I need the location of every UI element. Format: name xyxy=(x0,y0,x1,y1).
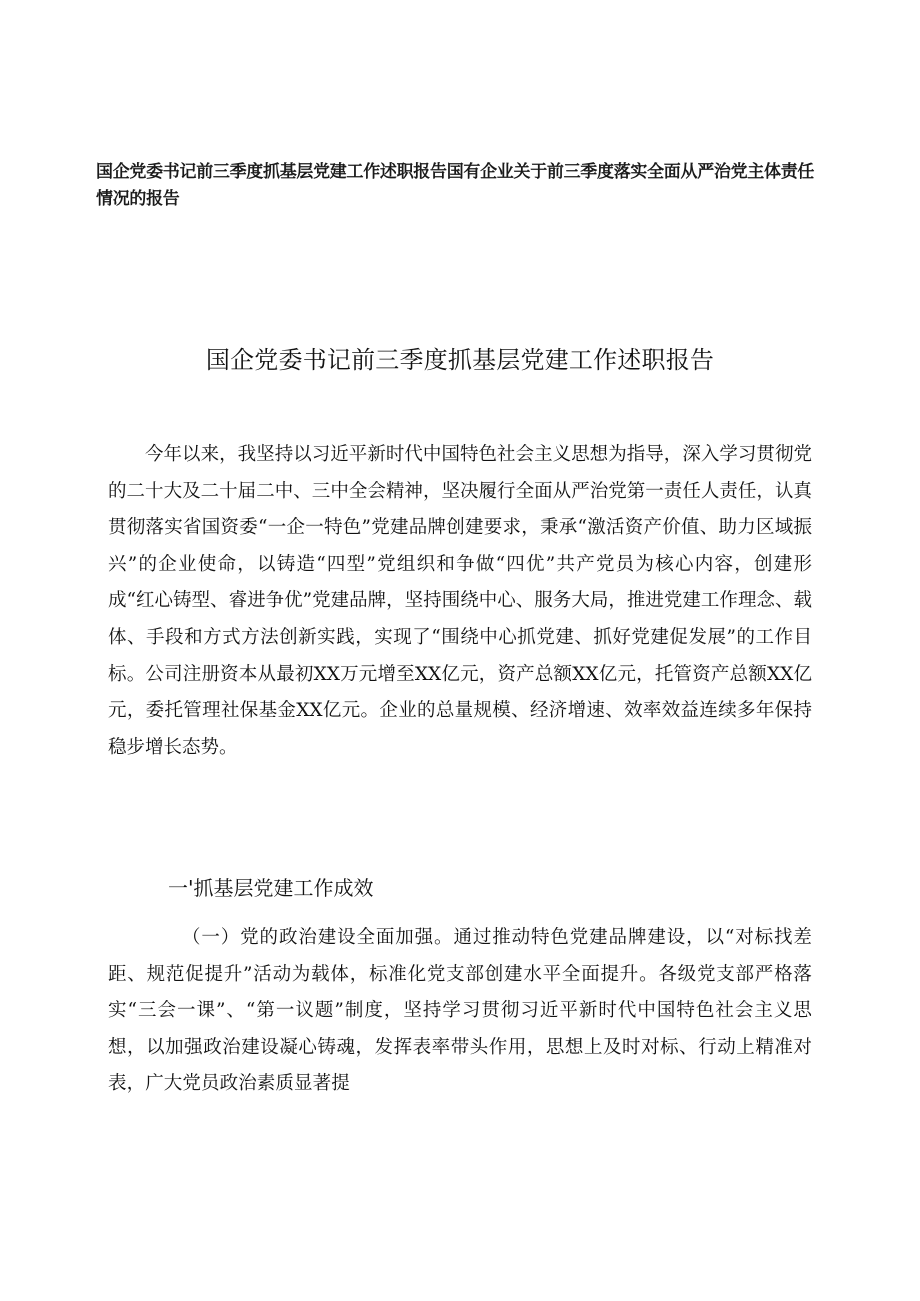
document-header: 国企党委书记前三季度抓基层党建工作述职报告国有企业关于前三季度落实全面从严治党主体责任情况的报告 xyxy=(96,162,815,209)
report-title: 国企党委书记前三季度抓基层党建工作述职报告 xyxy=(205,346,715,374)
section-heading: 一'抓基层党建工作成效 xyxy=(168,876,374,900)
section-paragraph: （一）党的政治建设全面加强。通过推动特色党建品牌建设，以“对标找差距、规范促提升”活动为载体，标准化党支部创建水平全面提升。各级党支部严格落实“三会一课”、“第一议题”制度，坚持学习贯彻习近平新时代中国特色社会主义思想，以加强政治建设凝心铸魂，发挥表率带头作用，思想上及时对标、行动上精准对表，广大党员政治素质显著提 xyxy=(108,927,812,1095)
intro-paragraph: 今年以来，我坚持以习近平新时代中国特色社会主义思想为指导，深入学习贯彻党的二十大及二十届二中、三中全会精神，坚决履行全面从严治党第一责任人责任，认真贯彻落实省国资委“一企一特色”党建品牌创建要求，秉承“激活资产价值、助力区域振兴”的企业使命，以铸造“四型”党组织和争做“四优”共产党员为核心内容，创建形成“红心铸型、睿进争优”党建品牌，坚持围绕中心、服务大局，推进党建工作理念、载体、手段和方式方法创新实践，实现了“围绕中心抓党建、抓好党建促发展”的工作目标。公司注册资本从最初XX万元增至XX亿元，资产总额XX亿元，托管资产总额XX亿元，委托管理社保基金XX亿元。企业的总量规模、经济增速、效率效益连续多年保持稳步增长态势。 xyxy=(108,444,812,758)
